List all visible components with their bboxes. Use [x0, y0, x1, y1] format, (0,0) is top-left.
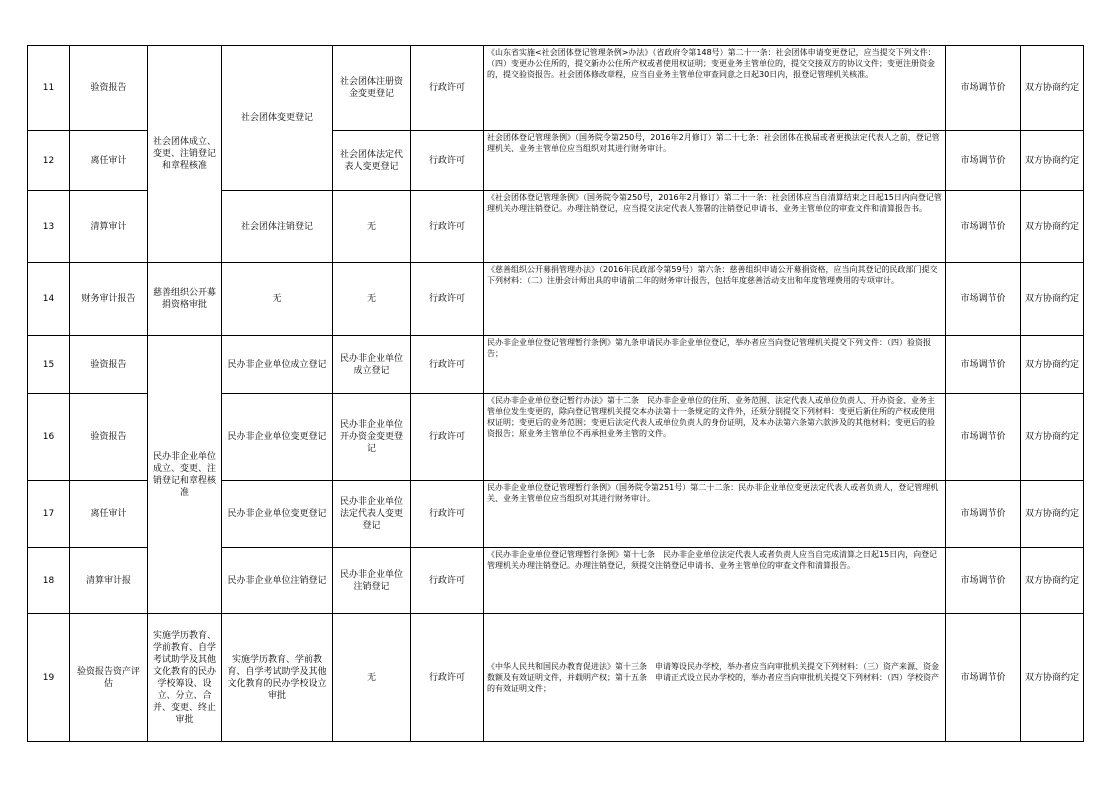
approval-sub-item: 无: [333, 263, 411, 336]
price-type: 市场调节价: [946, 263, 1021, 336]
legal-basis: 民办非企业单位登记管理暂行条例》（国务院令第251号）第二十二条：民办非企业单位变更法定代表人或者负责人，登记管理机关、业务主管单位应当组织对其进行财务审计。: [484, 481, 946, 548]
legal-basis: 《慈善组织公开募捐管理办法》（2016年民政部令第59号）第六条：慈善组织申请公开募捐资格，应当向其登记的民政部门提交下列材料：（二）注册会计师出具的申请前二年的财务审计报告，包括年度慈善活动支出和年度管理费用的专项审计。: [484, 263, 946, 336]
approval-sub-item: 民办非企业单位法定代表人变更登记: [333, 481, 411, 548]
row-number: 11: [28, 46, 70, 131]
approval-nature: 行政许可: [411, 548, 484, 614]
table-row: [28, 46, 1084, 131]
legal-basis: 《山东省实施<社会团体登记管理条例>办法》（省政府令第148号）第二十一条：社会团体申请变更登记，应当提交下列文件：（四）变更办公住所的，提交新办公住所产权或者使用权证明；变更业务主管单位的，提交交接双方的协议文件；变更注册资金的，提交验资报告。社会团体修改章程，应当自业务主管单位审查同意之日起30日内，报登记管理机关核准。: [484, 46, 946, 131]
service-item: 验资报告资产评估: [70, 614, 148, 742]
approval-sub-item: 民办非企业单位成立登记: [333, 336, 411, 394]
price-type: 市场调节价: [946, 131, 1021, 191]
approval-sub-item: 社会团体注册资金变更登记: [333, 46, 411, 131]
legal-basis: 《民办非企业单位登记管理暂行条例》第十七条 民办非企业单位法定代表人或者负责人应当自完成清算之日起15日内，向登记管理机关办理注销登记。办理注销登记，须提交注销登记申请书、业务主管单位的审查文件和清算报告。: [484, 548, 946, 614]
price-basis: 双方协商约定: [1021, 481, 1084, 548]
price-basis: 双方协商约定: [1021, 191, 1084, 263]
row-number: 16: [28, 394, 70, 481]
legal-basis: 《社会团体登记管理条例》（国务院令第250号，2016年2月修订）第二十一条：社会团体应当自清算结束之日起15日内向登记管理机关办理注销登记。办理注销登记，应当提交法定代表人签署的注销登记申请书、业务主管单位的审查文件和清算报告书。: [484, 191, 946, 263]
approval-nature: 行政许可: [411, 614, 484, 742]
legal-basis: 《民办非企业单位登记暂行办法》第十二条 民办非企业单位的住所、业务范围、法定代表人或单位负责人、开办资金、业务主管单位发生变更的，除向登记管理机关提交本办法第十一条规定的文件外，还须分别提交下列材料：变更后新住所的产权或使用权证明；变更后的业务范围；变更后法定代表人或单位负责人的身份证明，及本办法第六条第六款涉及的其他材料；变更后的验资报告；原业务主管单位不再承担业务主管的文件。: [484, 394, 946, 481]
row-number: 18: [28, 548, 70, 614]
approval-sub-item: 无: [333, 191, 411, 263]
approval-subtype: 民办非企业单位成立登记: [222, 336, 333, 394]
approval-sub-item: 民办非企业单位开办资金变更登记: [333, 394, 411, 481]
approval-category: 实施学历教育、学前教育、自学考试助学及其他文化教育的民办学校筹设、设立、分立、合并、变更、终止审批: [148, 614, 222, 742]
approval-subtype: 民办非企业单位变更登记: [222, 394, 333, 481]
price-type: 市场调节价: [946, 191, 1021, 263]
price-basis: 双方协商约定: [1021, 394, 1084, 481]
service-item: 清算审计报: [70, 548, 148, 614]
approval-nature: 行政许可: [411, 46, 484, 131]
service-item: 验资报告: [70, 46, 148, 131]
row-number: 13: [28, 191, 70, 263]
row-number: 12: [28, 131, 70, 191]
legal-basis: 民办非企业单位登记管理暂行条例》第九条申请民办非企业单位登记，举办者应当向登记管理机关提交下列文件：（四）验资报告；: [484, 336, 946, 394]
approval-subtype: 民办非企业单位变更登记: [222, 481, 333, 548]
approval-nature: 行政许可: [411, 394, 484, 481]
price-basis: 双方协商约定: [1021, 263, 1084, 336]
table-row: [28, 263, 1084, 336]
table-row: [28, 614, 1084, 742]
fee-table-sheet: [27, 45, 1084, 742]
row-number: 14: [28, 263, 70, 336]
legal-basis: 社会团体登记管理条例》（国务院令第250号，2016年2月修订）第二十七条：社会团体在换届或者更换法定代表人之前，登记管理机关、业务主管单位应当组织对其进行财务审计。: [484, 131, 946, 191]
approval-nature: 行政许可: [411, 481, 484, 548]
approval-sub-item: 民办非企业单位注销登记: [333, 548, 411, 614]
service-item: 离任审计: [70, 481, 148, 548]
approval-subtype: 社会团体变更登记: [222, 46, 333, 191]
approval-sub-item: 社会团体法定代表人变更登记: [333, 131, 411, 191]
approval-sub-item: 无: [333, 614, 411, 742]
approval-subtype: 实施学历教育、学前教育、自学考试助学及其他文化教育的民办学校设立审批: [222, 614, 333, 742]
legal-basis: 《中华人民共和国民办教育促进法》第十三条 申请筹设民办学校，举办者应当向审批机关提交下列材料：（三）资产来源、资金数额及有效证明文件，并载明产权；第十五条 申请正式设立民办学校的，举办者应当向审批机关提交下列材料：（四）学校资产的有效证明文件；: [484, 614, 946, 742]
price-type: 市场调节价: [946, 548, 1021, 614]
price-type: 市场调节价: [946, 336, 1021, 394]
service-item: 离任审计: [70, 131, 148, 191]
fee-table: [27, 45, 1084, 742]
approval-category: 慈善组织公开募捐资格审批: [148, 263, 222, 336]
price-type: 市场调节价: [946, 394, 1021, 481]
price-basis: 双方协商约定: [1021, 131, 1084, 191]
approval-subtype: 民办非企业单位注销登记: [222, 548, 333, 614]
approval-nature: 行政许可: [411, 336, 484, 394]
price-type: 市场调节价: [946, 481, 1021, 548]
service-item: 清算审计: [70, 191, 148, 263]
service-item: 验资报告: [70, 394, 148, 481]
row-number: 19: [28, 614, 70, 742]
price-basis: 双方协商约定: [1021, 46, 1084, 131]
price-type: 市场调节价: [946, 46, 1021, 131]
approval-subtype: 社会团体注销登记: [222, 191, 333, 263]
approval-nature: 行政许可: [411, 263, 484, 336]
approval-subtype: 无: [222, 263, 333, 336]
row-number: 15: [28, 336, 70, 394]
service-item: 验资报告: [70, 336, 148, 394]
row-number: 17: [28, 481, 70, 548]
approval-category: 社会团体成立、变更、注销登记和章程核准: [148, 46, 222, 263]
price-type: 市场调节价: [946, 614, 1021, 742]
table-row: [28, 336, 1084, 394]
price-basis: 双方协商约定: [1021, 614, 1084, 742]
price-basis: 双方协商约定: [1021, 336, 1084, 394]
service-item: 财务审计报告: [70, 263, 148, 336]
approval-nature: 行政许可: [411, 191, 484, 263]
approval-category: 民办非企业单位成立、变更、注销登记和章程核准: [148, 336, 222, 614]
approval-nature: 行政许可: [411, 131, 484, 191]
price-basis: 双方协商约定: [1021, 548, 1084, 614]
